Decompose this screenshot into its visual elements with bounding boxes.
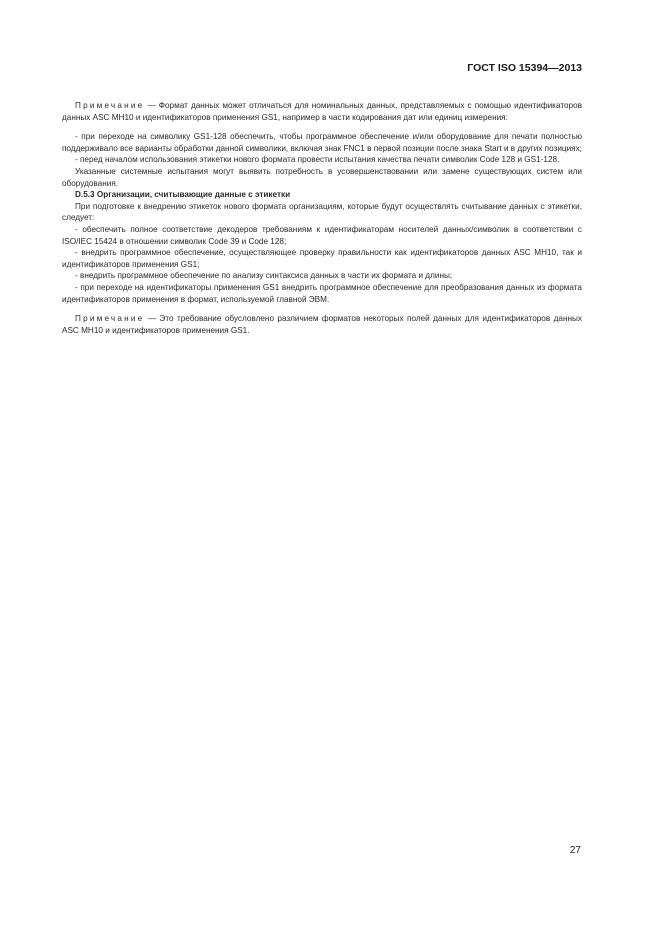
page-number: 27 — [569, 845, 581, 856]
body-paragraph: - при переходе на идентификаторы применения GS1 внедрить программное обеспечение для преобразования данных из формата идентификаторов применения в формат, используемой главной ЭВМ. — [62, 282, 582, 304]
section-heading: D.5.3 Организации, считывающие данные с этикетки — [75, 190, 291, 200]
body-paragraph: При подготовке к внедрению этикеток нового формата организациям, которые будут осуществлять считывание данных с этикетки, следует: — [62, 201, 582, 223]
note-text: — Формат данных может отличаться для номинальных данных, представляемых с помощью идентификаторов данных ASC MH10 и идентификаторов применения GS1, например в части кодирования дат или единиц измерения: — [62, 101, 582, 122]
note-label: Примечание — [75, 101, 145, 110]
body-paragraph: Указанные системные испытания могут выявить потребность в усовершенствовании или замене существующих систем или оборудования. — [62, 166, 582, 188]
page-body — [62, 100, 582, 336]
note-paragraph — [62, 313, 582, 336]
body-paragraph: - при переходе на символику GS1-128 обеспечить, чтобы программное обеспечение и/или оборудование для печати полностью поддерживало все варианты обработки данной символики, включая знак FNC1 в первой позиции после знака Start и в других позициях; — [62, 132, 582, 153]
note-label: Примечание — [75, 314, 145, 324]
body-paragraph: - обеспечить полное соответствие декодеров требованиям к идентификаторам носителей данных/символик в соответствии с ISO/IEC 15424 в отношении символик Code 39 и Code 128; — [62, 224, 582, 246]
body-paragraph: - внедрить программное обеспечение, осуществляющее проверку правильности как идентификаторов данных ASC MH10, так и идентификаторов применения GS1; — [62, 248, 582, 269]
document-header: ГОСТ ISO 15394—2013 — [467, 62, 582, 74]
note-text: — Это требование обусловлено различием форматов некоторых полей данных для идентификаторов данных ASC MH10 и идентификаторов применения GS1. — [62, 314, 582, 335]
note-paragraph — [62, 100, 582, 123]
body-paragraph: - внедрить программное обеспечение по анализу синтаксиса данных в части их формата и длины; — [75, 271, 453, 281]
body-paragraph: - перед началом использования этикетки нового формата провести испытания качества печати символик Code 128 и GS1-128. — [75, 155, 560, 165]
